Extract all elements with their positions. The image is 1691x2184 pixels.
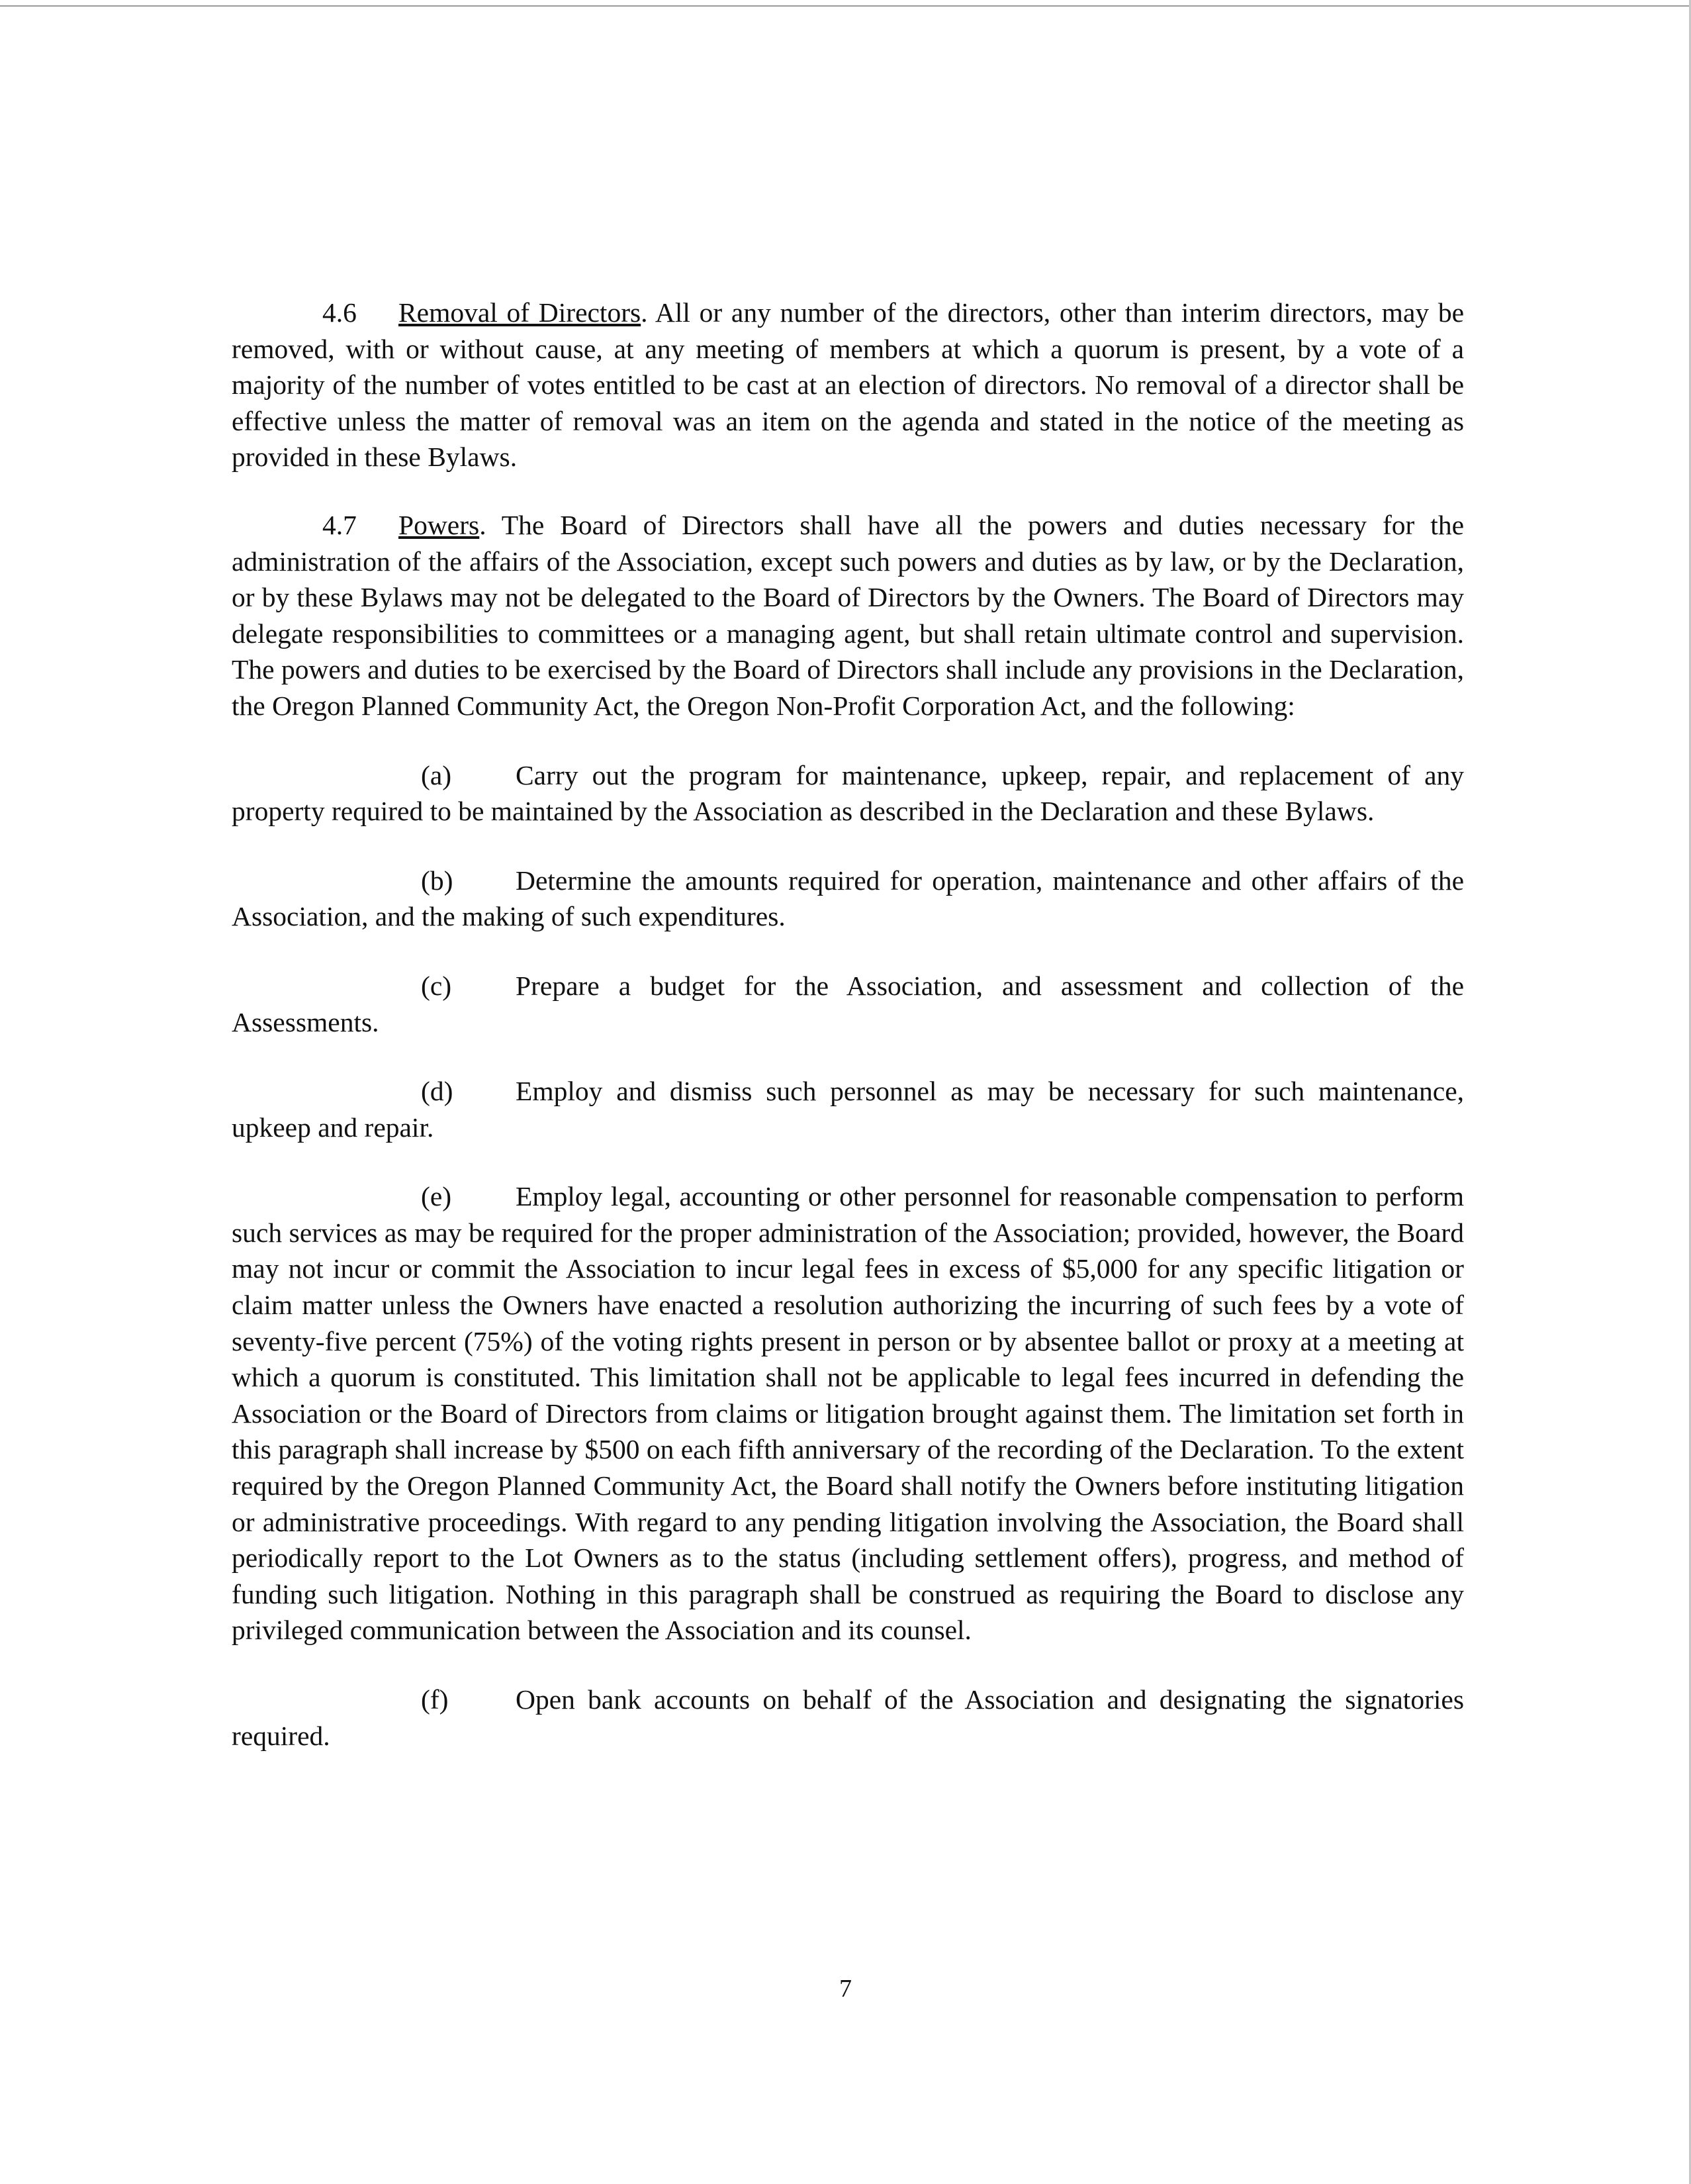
section-number: 4.6 bbox=[322, 297, 357, 328]
subsection-label: (f) bbox=[421, 1684, 449, 1715]
section-text: . The Board of Directors shall have all the powers and duties necessary for the administration of the affairs of the Association, except such powers and duties as by law, or by the Declaration, or by these Bylaws may not be delegated to the Board of Directors by the Owners. The Board of Directors may delegate responsibilities to committees or a managing agent, but shall retain ultimate control and supervision. The powers and duties to be exercised by the Board of Directors shall include any provisions in the Declaration, the Oregon Planned Community Act, the Oregon Non-Profit Corporation Act, and the following: bbox=[232, 509, 1464, 721]
subsection-label: (b) bbox=[421, 865, 453, 896]
subsection-label: (a) bbox=[421, 759, 452, 790]
subsection-f bbox=[232, 1682, 1464, 1754]
section-text: . All or any number of the directors, other than interim directors, may be removed, with or without cause, at any meeting of members at which a quorum is present, by a vote of a majority of the number of votes entitled to be cast at an election of directors. No removal of a director shall be effective unless the matter of removal was an item on the agenda and stated in the notice of the meeting as provided in these Bylaws. bbox=[232, 297, 1464, 473]
subsection-label: (e) bbox=[421, 1181, 452, 1212]
subsection-b bbox=[232, 863, 1464, 935]
section-heading: Powers bbox=[398, 509, 480, 540]
section-heading: Removal of Directors bbox=[398, 297, 641, 328]
section-4-7 bbox=[232, 507, 1464, 724]
subsection-text: Open bank accounts on behalf of the Association and designating the signatories required. bbox=[232, 1684, 1464, 1751]
subsection-text: Employ legal, accounting or other personnel for reasonable compensation to perform such services as may be required for the proper administration of the Association; provided, however, the Board may not incur or commit the Association to incur legal fees in excess of $5,000 for any specific litigation or claim matter unless the Owners have enacted a resolution authorizing the incurring of such fees by a vote of seventy-five percent (75%) of the voting rights present in person or by absentee ballot or proxy at a meeting at which a quorum is constituted. This limitation shall not be applicable to legal fees incurred in defending the Association or the Board of Directors from claims or litigation brought against them. The limitation set forth in this paragraph shall increase by $500 on each fifth anniversary of the recording of the Declaration. To the extent required by the Oregon Planned Community Act, the Board shall notify the Owners before instituting litigation or administrative proceedings. With regard to any pending litigation involving the Association, the Board shall periodically report to the Lot Owners as to the status (including settlement offers), progress, and method of funding such litigation. Nothing in this paragraph shall be construed as requiring the Board to disclose any privileged communication between the Association and its counsel. bbox=[232, 1181, 1464, 1646]
subsection-text: Determine the amounts required for operation, maintenance and other affairs of the Association, and the making of such expenditures. bbox=[232, 865, 1464, 932]
scan-top-border bbox=[0, 5, 1691, 7]
subsection-label: (c) bbox=[421, 970, 452, 1001]
section-4-6 bbox=[232, 295, 1464, 475]
subsection-text: Carry out the program for maintenance, upkeep, repair, and replacement of any property required to be maintained by the Association as described in the Declaration and these Bylaws. bbox=[232, 759, 1464, 827]
subsection-text: Prepare a budget for the Association, and assessment and collection of the Assessments. bbox=[232, 970, 1464, 1037]
subsection-c bbox=[232, 968, 1464, 1040]
document-body bbox=[232, 295, 1464, 1754]
subsection-label: (d) bbox=[421, 1076, 453, 1107]
subsection-text: Employ and dismiss such personnel as may be necessary for such maintenance, upkeep and repair. bbox=[232, 1076, 1464, 1143]
section-number: 4.7 bbox=[322, 509, 357, 540]
subsection-d bbox=[232, 1073, 1464, 1145]
subsection-a bbox=[232, 757, 1464, 830]
subsection-e bbox=[232, 1178, 1464, 1648]
page-number: 7 bbox=[839, 1975, 852, 2003]
